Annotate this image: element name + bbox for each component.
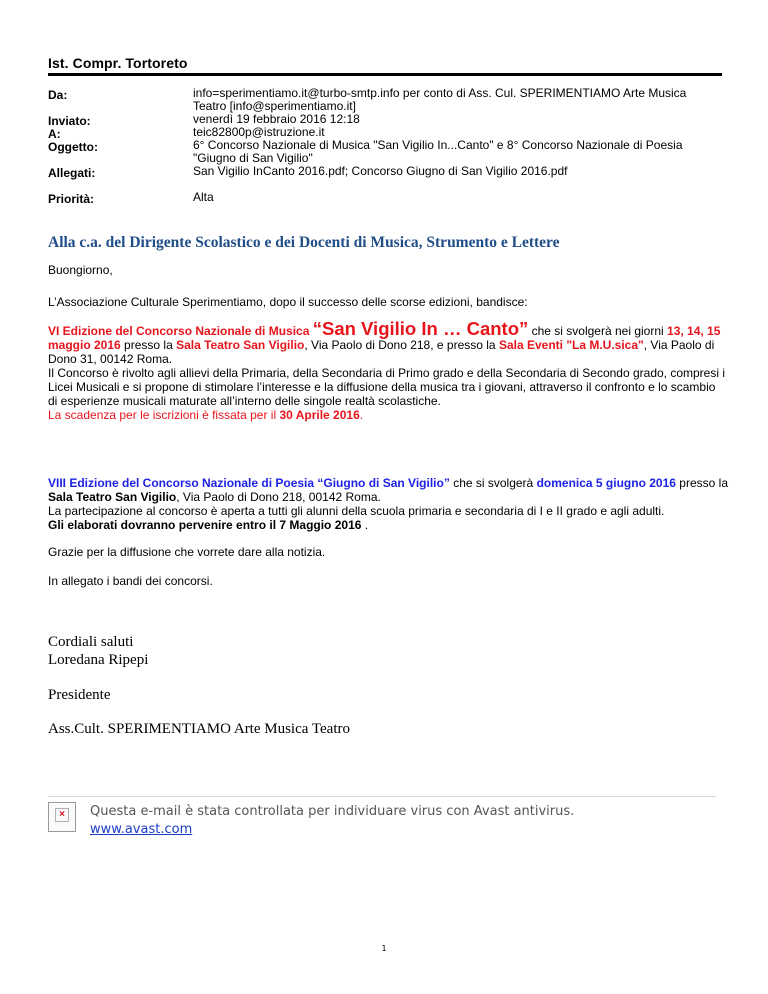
signer-role: Presidente xyxy=(48,687,111,703)
priority-label: Priorità: xyxy=(48,192,95,206)
music-deadline-end: . xyxy=(359,408,364,422)
signer-name: Loredana Ripepi xyxy=(48,652,149,668)
music-address-2: , Via Paolo di Dono 31, 00142 Roma. xyxy=(48,338,715,366)
poetry-deadline-end: . xyxy=(361,518,369,532)
music-contest-paragraph xyxy=(48,318,728,422)
music-deadline-date: 30 Aprile 2016 xyxy=(279,408,360,422)
organization-title: Ist. Compr. Tortoreto xyxy=(48,55,188,71)
from-value: info=sperimentiamo.it@turbo-smtp.info per conto di Ass. Cul. SPERIMENTIAMO Arte Musica Teatro [info@sperimentiamo.it] xyxy=(193,86,687,113)
music-edition: VI Edizione del Concorso Nazionale di Musica xyxy=(48,324,310,338)
music-address-1: , Via Paolo di Dono 218, e presso la xyxy=(304,338,496,352)
poetry-address: , Via Paolo di Dono 218, 00142 Roma. xyxy=(176,490,381,504)
sent-value: venerdì 19 febbraio 2016 12:18 xyxy=(193,112,360,126)
from-label: Da: xyxy=(48,88,68,102)
music-deadline-text: La scadenza per le iscrizioni è fissata per il xyxy=(48,408,277,422)
thanks-line: Grazie per la diffusione che vorrete dare alla notizia. xyxy=(48,545,326,559)
music-venue-1: Sala Teatro San Vigilio xyxy=(176,338,305,352)
closing: Cordiali saluti xyxy=(48,634,134,650)
to-value[interactable]: teic82800p@istruzione.it xyxy=(193,125,325,139)
page-number: 1 xyxy=(381,944,387,953)
subject-label: Oggetto: xyxy=(48,140,98,154)
subject-value: 6° Concorso Nazionale di Musica "San Vigilio In...Canto" e 8° Concorso Nazionale di Poesia "Giugno di San Vigilio" xyxy=(193,138,683,165)
music-description: Il Concorso è rivolto agli allievi della Primaria, della Secondaria di Primo grado e della Secondaria di Secondo grado, compresi i Licei Musicali e si propone di stimolare l’interesse e la diffusione della musica tra i giovani, attraverso il confronto e lo scambio di esperienze musicali maturate all’interno delle singole realtà scolastiche. xyxy=(48,366,726,408)
poetry-date: domenica 5 giugno 2016 xyxy=(536,476,676,490)
priority-value: Alta xyxy=(193,190,214,204)
poetry-at: presso la xyxy=(679,476,728,490)
music-venue-2: Sala Eventi "La M.U.sica" xyxy=(498,338,644,352)
music-when: che si svolgerà nei giorni xyxy=(531,324,664,338)
sent-label: Inviato: xyxy=(48,114,91,128)
poetry-when: che si svolgerà xyxy=(453,476,534,490)
avast-link[interactable]: www.avast.com xyxy=(90,822,193,837)
music-dates: 13, 14, 15 maggio 2016 xyxy=(48,324,721,352)
addressee-heading: Alla c.a. del Dirigente Scolastico e dei Docenti di Musica, Strumento e Lettere xyxy=(48,234,560,251)
broken-image-icon[interactable]: × xyxy=(48,802,76,832)
poetry-edition: VIII Edizione del Concorso Nazionale di Poesia “Giugno di San Vigilio” xyxy=(48,476,450,490)
attachments-value[interactable]: San Vigilio InCanto 2016.pdf; Concorso Giugno di San Vigilio 2016.pdf xyxy=(193,164,568,178)
poetry-participation: La partecipazione al concorso è aperta a tutti gli alunni della scuola primaria e secondaria di I e II grado e agli adulti. xyxy=(48,504,665,518)
association-name: Ass.Cult. SPERIMENTIAMO Arte Musica Teatro xyxy=(48,721,350,737)
to-label: A: xyxy=(48,127,61,141)
poetry-contest-paragraph xyxy=(48,476,728,532)
greeting: Buongiorno, xyxy=(48,263,113,277)
poetry-deadline: Gli elaborati dovranno pervenire entro il 7 Maggio 2016 xyxy=(48,518,362,532)
header-divider xyxy=(48,73,722,76)
music-title: “San Vigilio In … Canto” xyxy=(312,318,529,339)
footer-divider xyxy=(48,796,716,797)
intro-paragraph: L’Associazione Culturale Sperimentiamo, dopo il successo delle scorse edizioni, bandisce: xyxy=(48,295,528,309)
attachments-label: Allegati: xyxy=(48,166,96,180)
attachments-note: In allegato i bandi dei concorsi. xyxy=(48,574,213,588)
avast-notice: Questa e-mail è stata controllata per individuare virus con Avast antivirus. xyxy=(90,804,575,819)
poetry-venue: Sala Teatro San Vigilio xyxy=(48,490,177,504)
music-at: presso la xyxy=(124,338,173,352)
